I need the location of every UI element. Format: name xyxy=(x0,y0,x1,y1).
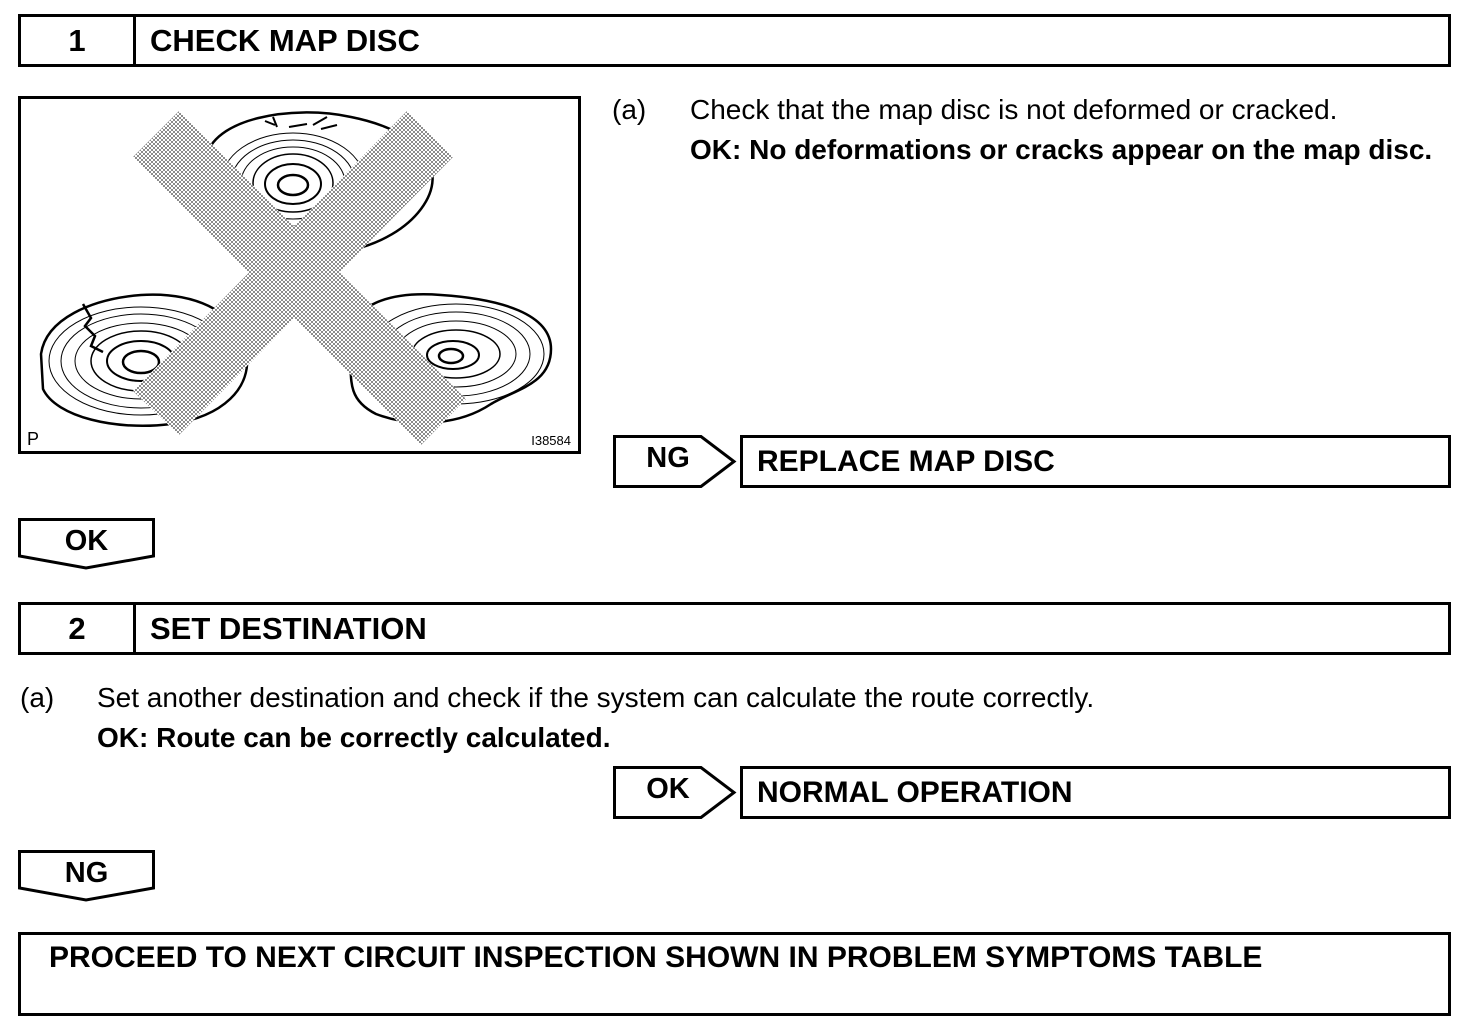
ok-tag-label: OK xyxy=(646,773,690,805)
ng-down-label: NG xyxy=(64,857,109,889)
step-1-header xyxy=(18,14,1451,67)
final-action-text: PROCEED TO NEXT CIRCUIT INSPECTION SHOWN IN PROBLEM SYMPTOMS TABLE xyxy=(49,941,1263,974)
step-1-marker: (a) xyxy=(612,94,647,125)
normal-operation-box: NORMAL OPERATION xyxy=(740,766,1451,819)
step-2-header xyxy=(18,602,1451,655)
ok-down-label: OK xyxy=(64,525,109,557)
step-number: 1 xyxy=(21,17,136,64)
final-action-box xyxy=(18,932,1451,1016)
figure-corner-label: P xyxy=(27,429,40,449)
step-1-instruction xyxy=(690,90,1451,170)
figure-id: I38584 xyxy=(531,433,571,448)
step-title: SET DESTINATION xyxy=(150,610,427,646)
instruction-text: Set another destination and check if the system can calculate the route correctly. xyxy=(97,682,1095,713)
instruction-text: Check that the map disc is not deformed or cracked. xyxy=(690,94,1338,125)
ok-criteria: OK: No deformations or cracks appear on the map disc. xyxy=(690,134,1433,165)
step-2-marker: (a) xyxy=(20,682,55,713)
step-number: 2 xyxy=(21,605,136,652)
step-title: CHECK MAP DISC xyxy=(150,22,420,58)
map-disc-figure xyxy=(18,96,581,454)
ng-tag-label: NG xyxy=(646,442,690,474)
replace-map-disc-box: REPLACE MAP DISC xyxy=(740,435,1451,488)
ok-criteria: OK: Route can be correctly calculated. xyxy=(97,722,611,753)
damaged-disc-illustration xyxy=(21,99,578,451)
step-2-instruction xyxy=(97,678,1397,758)
